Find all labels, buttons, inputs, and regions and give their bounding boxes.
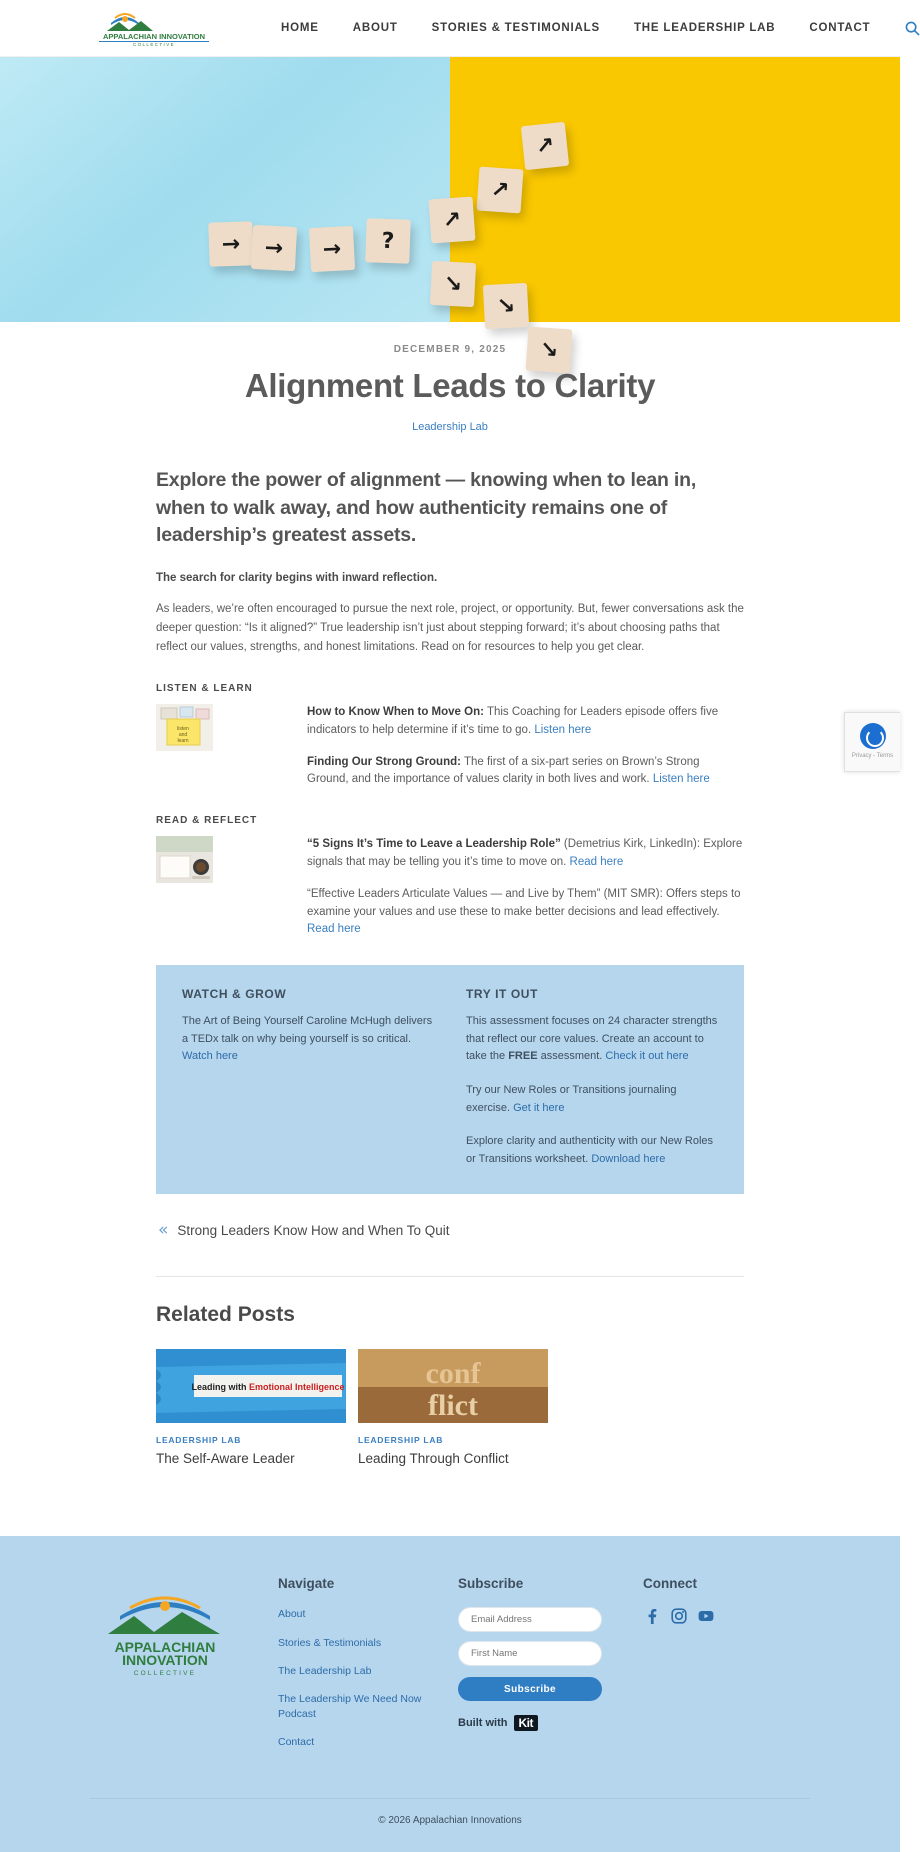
- hero-block: →: [251, 225, 297, 271]
- related-post-category-1[interactable]: LEADERSHIP LAB: [156, 1435, 242, 1446]
- related-post-category-2[interactable]: LEADERSHIP LAB: [358, 1435, 444, 1446]
- item-title: Finding Our Strong Ground:: [307, 755, 461, 768]
- recaptcha-label: Privacy - Terms: [851, 753, 894, 760]
- read-reflect-items: [307, 836, 744, 939]
- callout-text-worksheet: [466, 1133, 718, 1168]
- footer-navigate-column: [260, 1576, 440, 1763]
- list-item: [307, 704, 744, 740]
- article-subhead: The search for clarity begins with inward reflection.: [156, 572, 438, 584]
- nav-item-stories-testimonials[interactable]: STORIES & TESTIMONIALS: [431, 22, 600, 34]
- svg-text:flict: flict: [428, 1389, 478, 1423]
- callout-try-it-out: [446, 987, 730, 1168]
- listen-and-learn-thumbnail: [156, 704, 213, 751]
- previous-post-title: Strong Leaders Know How and When To Quit: [177, 1222, 450, 1238]
- double-chevron-left-icon: «: [158, 1220, 166, 1241]
- built-with-badge: [458, 1715, 625, 1731]
- hero-block: →: [309, 226, 355, 272]
- svg-text:APPALACHIAN: APPALACHIAN: [114, 1639, 216, 1656]
- main-navigation: [264, 21, 920, 36]
- youtube-icon[interactable]: [697, 1607, 714, 1624]
- hero-block: ↗: [477, 167, 524, 214]
- item-title: “5 Signs It’s Time to Leave a Leadership Role”: [307, 838, 561, 851]
- callout-text-2: assessment.: [537, 1050, 606, 1063]
- footer-heading-connect: Connect: [643, 1576, 697, 1592]
- hero-block: ?: [365, 218, 411, 264]
- item-text: This Coaching for Leaders episode offers five indicators to help determine if it’s time to go.: [307, 705, 719, 736]
- callout-text-watch-grow: [182, 1013, 434, 1066]
- list-item: [307, 836, 744, 872]
- callout-heading-watch-grow: WATCH & GROW: [182, 987, 287, 1002]
- article-intro: As leaders, we’re often encouraged to pursue the next role, project, or opportunity. But, fewer conversations ask the deeper question: “Is it aligned?” True leadership isn’t just about stepping forward; it’s about choosing paths that reflect our values, strengths, and honest limitations. Read on for resources to help you get clear.: [156, 603, 744, 653]
- callout-heading-try-it-out: TRY IT OUT: [466, 987, 538, 1002]
- article-lede: Explore the power of alignment — knowing when to lean in, when to walk away, and how authenticity remains one of leadership’s greatest assets.: [156, 468, 697, 547]
- footer-link-contact[interactable]: Contact: [278, 1736, 315, 1749]
- read-here-link-2[interactable]: Read here: [307, 923, 361, 936]
- callout-text-assessment: [466, 1013, 718, 1066]
- read-and-reflect-thumbnail: [156, 836, 213, 883]
- hero-block: ↘: [430, 261, 476, 307]
- svg-text:and: and: [178, 731, 188, 738]
- hero-left-panel: [0, 57, 450, 322]
- svg-text:COLLECTIVE: COLLECTIVE: [132, 42, 176, 47]
- callout-watch-grow: [170, 987, 446, 1168]
- nav-item-leadership-lab[interactable]: THE LEADERSHIP LAB: [633, 22, 776, 34]
- footer-link-stories-testimonials[interactable]: Stories & Testimonials: [278, 1636, 382, 1649]
- callout-text: This assessment focuses on 24 character strengths that reflect our core values. Create an account to take the: [466, 1015, 718, 1063]
- svg-text:INNOVATION: INNOVATION: [122, 1652, 208, 1669]
- search-icon[interactable]: [905, 21, 920, 36]
- site-logo[interactable]: [90, 8, 218, 48]
- related-posts-heading: Related Posts: [156, 1303, 295, 1327]
- hero-block: ↘: [526, 327, 573, 374]
- subscribe-button[interactable]: Subscribe: [458, 1677, 602, 1701]
- download-here-link[interactable]: Download here: [591, 1152, 666, 1165]
- recaptcha-icon: [860, 723, 886, 749]
- footer-logo[interactable]: [90, 1576, 260, 1681]
- read-here-link-1[interactable]: Read here: [569, 855, 624, 868]
- hero-block: ↗: [521, 122, 569, 170]
- post-date: DECEMBER 9, 2025: [393, 344, 507, 355]
- hero-block: ↘: [483, 283, 529, 329]
- callout-text: Explore clarity and authenticity with our New Roles or Transitions worksheet.: [466, 1135, 714, 1165]
- logo-icon: [91, 9, 217, 47]
- email-field[interactable]: [458, 1607, 602, 1632]
- related-posts-grid: [156, 1349, 744, 1536]
- watch-here-link[interactable]: Watch here: [182, 1050, 238, 1063]
- footer-heading-navigate: Navigate: [278, 1576, 335, 1592]
- nav-item-contact[interactable]: CONTACT: [809, 22, 871, 34]
- recaptcha-badge[interactable]: [844, 712, 900, 772]
- related-post-title-1[interactable]: The Self-Aware Leader: [156, 1451, 295, 1467]
- footer-logo-icon: [90, 1590, 240, 1676]
- item-text: The first of a six-part series on Brown’s Strong Ground, and the importance of values clarity in both lives and work.: [307, 755, 700, 786]
- callout-box: [156, 965, 744, 1194]
- nav-item-about[interactable]: ABOUT: [352, 22, 398, 34]
- copyright: © 2026 Appalachian Innovations: [378, 1814, 522, 1826]
- related-post-card-1[interactable]: [156, 1349, 346, 1466]
- footer-subscribe-column: [440, 1576, 625, 1731]
- item-text: (Demetrius Kirk, LinkedIn): Explore signals that may be telling you it’s time to move on.: [307, 838, 743, 868]
- post-category-link[interactable]: Leadership Lab: [412, 420, 488, 433]
- item-text: “Effective Leaders Articulate Values — and Live by Them” (MIT SMR): Offers steps to examine your values and use these to make better decisions and lead effectively.: [307, 887, 741, 918]
- hero-block: →: [208, 221, 254, 267]
- svg-text:conf: conf: [425, 1357, 481, 1391]
- section-label-listen-learn: LISTEN & LEARN: [156, 682, 253, 694]
- kit-logo: Kit: [514, 1715, 539, 1731]
- first-name-field[interactable]: [458, 1641, 602, 1666]
- previous-post-link[interactable]: [156, 1220, 744, 1240]
- listen-learn-items: [307, 704, 744, 789]
- section-label-read-reflect: READ & REFLECT: [156, 815, 258, 827]
- article: [0, 322, 900, 1536]
- built-with-label: Built with: [458, 1717, 508, 1730]
- svg-text:listen: listen: [177, 725, 189, 732]
- listen-here-link-1[interactable]: Listen here: [534, 723, 592, 736]
- related-post-card-2[interactable]: [358, 1349, 548, 1466]
- facebook-icon[interactable]: [643, 1607, 660, 1624]
- site-header: [0, 0, 900, 57]
- article-content: [156, 467, 744, 1240]
- section-listen-learn: [156, 704, 744, 789]
- svg-text:COLLECTIVE: COLLECTIVE: [133, 1670, 197, 1678]
- nav-item-home[interactable]: HOME: [281, 22, 319, 34]
- hero-block: ↗: [429, 197, 476, 244]
- section-read-reflect: [156, 836, 744, 939]
- check-it-out-here-link[interactable]: Check it out here: [605, 1050, 689, 1063]
- footer-link-about[interactable]: About: [278, 1608, 306, 1621]
- leading-with-emotional-intelligence-image: [156, 1349, 346, 1423]
- footer-connect-column: [625, 1576, 810, 1624]
- item-title: How to Know When to Move On:: [307, 705, 484, 718]
- get-it-here-link[interactable]: Get it here: [513, 1101, 565, 1114]
- footer-link-leadership-lab[interactable]: The Leadership Lab: [278, 1664, 372, 1677]
- conflict-wooden-letters-image: [358, 1349, 548, 1423]
- callout-text: Try our New Roles or Transitions journaling exercise.: [466, 1084, 677, 1114]
- svg-text:Leading with Emotional Intelli: Leading with Emotional Intelligence: [191, 1382, 345, 1393]
- page-title: Alignment Leads to Clarity: [244, 367, 656, 404]
- svg-text:APPALACHIAN INNOVATION: APPALACHIAN INNOVATION: [102, 32, 206, 41]
- footer-heading-subscribe: Subscribe: [458, 1576, 524, 1592]
- related-post-title-2[interactable]: Leading Through Conflict: [358, 1451, 509, 1467]
- footer-link-podcast[interactable]: The Leadership We Need Now Podcast: [278, 1693, 422, 1721]
- site-footer: [0, 1536, 900, 1851]
- callout-text-journaling: [466, 1082, 718, 1117]
- list-item: [307, 886, 744, 939]
- svg-text:learn: learn: [177, 737, 189, 744]
- divider: [156, 1276, 744, 1277]
- listen-here-link-2[interactable]: Listen here: [652, 773, 710, 786]
- callout-text: The Art of Being Yourself Caroline McHugh delivers a TEDx talk on why being yourself is so critical.: [182, 1015, 433, 1045]
- callout-strong: FREE: [508, 1050, 538, 1063]
- list-item: [307, 754, 744, 790]
- instagram-icon[interactable]: [670, 1607, 687, 1624]
